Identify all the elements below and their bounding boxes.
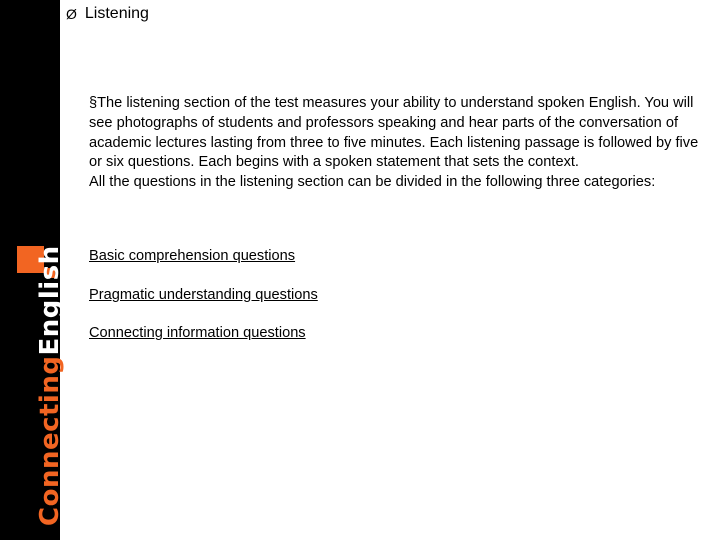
logo-sidebar [0,0,65,540]
link-pragmatic-understanding[interactable]: Pragmatic understanding questions [89,287,318,303]
slide-heading [66,4,149,24]
link-connecting-information[interactable]: Connecting information questions [89,325,306,341]
arrow-bullet-icon: Ø [66,6,77,22]
description-paragraph: §The listening section of the test measures your ability to understand spoken English. You will see photographs of students and professors speaking and hear parts of the conversation of academic lectures lasting from three to five minutes. Each listening passage is followed by five or six questions. Each begins with a spoken statement that sets the context. [89,95,699,171]
slide-title: Listening [84,5,149,22]
body-text [89,94,701,193]
categories-intro: All the questions in the listening section can be divided in the following three categories: [89,174,656,191]
logo-text-connecting: Connecting [35,355,65,526]
logo-text-english: English [35,245,65,356]
connecting-english-logo [37,245,63,526]
link-basic-comprehension[interactable]: Basic comprehension questions [89,248,296,264]
